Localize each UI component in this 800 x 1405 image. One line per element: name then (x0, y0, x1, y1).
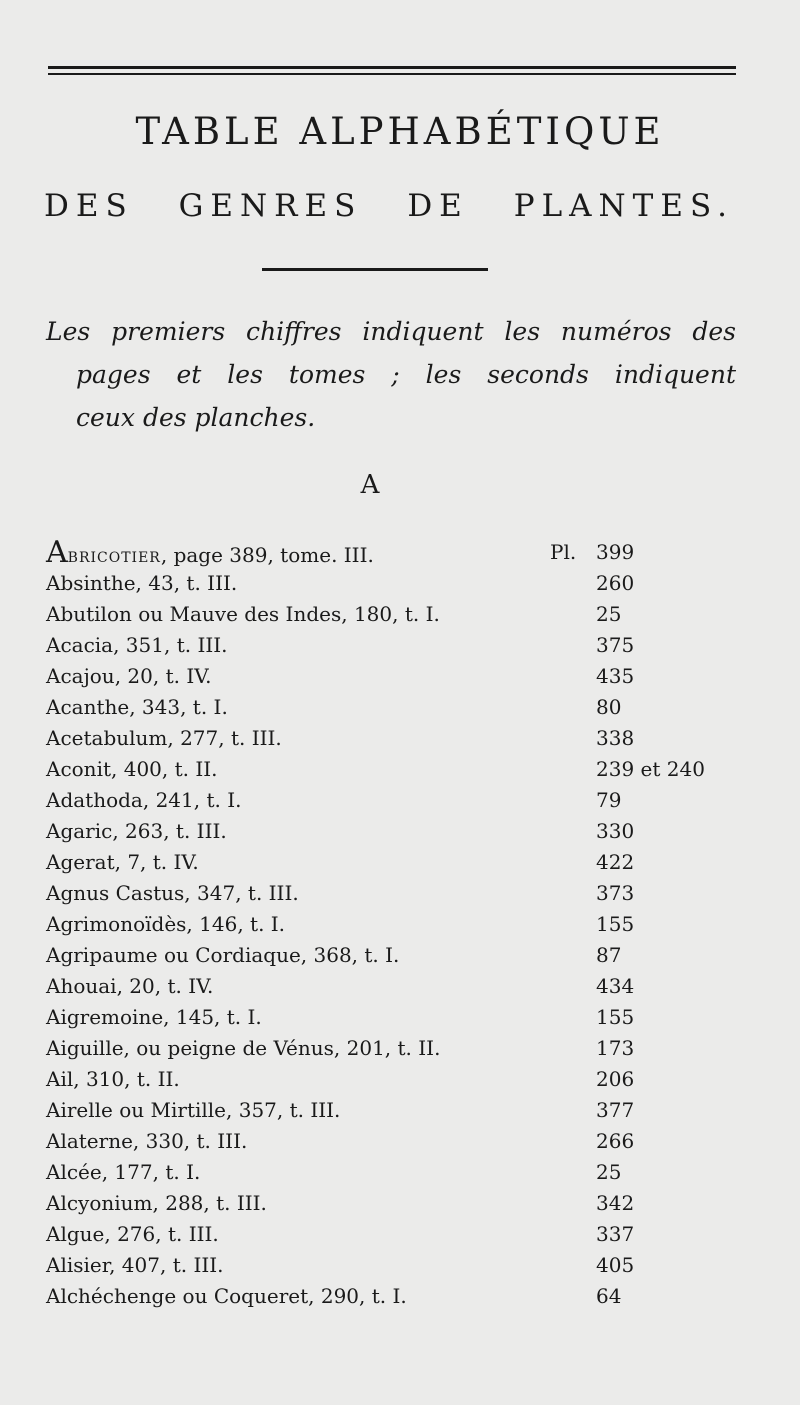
index-entry (46, 568, 746, 599)
entry-text: Alcée, 177, t. I. (46, 1160, 201, 1184)
plate-number: 342 (596, 1191, 635, 1215)
plate-number: 337 (596, 1222, 635, 1246)
plate-number: 435 (596, 664, 635, 688)
plate-number: 79 (596, 788, 622, 812)
index-entry (46, 723, 746, 754)
plate-number: 64 (596, 1284, 622, 1308)
drop-initial: A (46, 535, 68, 570)
plate-number: 87 (596, 943, 622, 967)
plate-number: 239 et 240 (596, 757, 705, 781)
index-entry (46, 816, 746, 847)
entry-text: Acanthe, 343, t. I. (46, 695, 228, 719)
index-entry (46, 537, 746, 568)
entry-text: Aiguille, ou peigne de Vénus, 201, t. II. (46, 1036, 441, 1060)
plate-number: 25 (596, 602, 622, 626)
plate-number: 206 (596, 1067, 635, 1091)
entry-text: Aconit, 400, t. II. (46, 757, 218, 781)
plate-number: 373 (596, 881, 635, 905)
index-entry (46, 754, 746, 785)
plate-number: 266 (596, 1129, 635, 1153)
index-entry (46, 971, 746, 1002)
plate-number: 25 (596, 1160, 622, 1184)
plate-number: 399 (596, 540, 635, 564)
entry-list (46, 568, 746, 1312)
entry-text: Ail, 310, t. II. (46, 1067, 180, 1091)
plate-number: 155 (596, 1005, 635, 1029)
entry-text: Acacia, 351, t. III. (46, 633, 228, 657)
plate-label: Pl. (550, 540, 577, 564)
index-entry (46, 1188, 746, 1219)
entry-text: Algue, 276, t. III. (46, 1222, 219, 1246)
index-entry (46, 878, 746, 909)
section-rule (262, 268, 488, 271)
plate-number: 375 (596, 633, 635, 657)
page-subtitle (44, 188, 734, 224)
plate-number: 330 (596, 819, 635, 843)
index-entry (46, 1033, 746, 1064)
header-double-rule (48, 66, 736, 75)
index-entry (46, 1095, 746, 1126)
plate-number: 173 (596, 1036, 635, 1060)
index-entry (46, 1126, 746, 1157)
intro-line: Les premiers chiffres indiquent les numéros des (46, 317, 736, 346)
smallcaps-word: BRICOTIER (67, 550, 161, 566)
plate-number: 377 (596, 1098, 635, 1122)
section-letter: A (360, 470, 380, 500)
plate-number: 80 (596, 695, 622, 719)
intro-line: pages et les tomes ; les seconds indiquent (76, 360, 736, 389)
plate-number: 405 (596, 1253, 635, 1277)
plate-number: 338 (596, 726, 635, 750)
entry-text: Aigremoine, 145, t. I. (46, 1005, 262, 1029)
entry-text: Agnus Castus, 347, t. III. (46, 881, 299, 905)
index-entry (46, 692, 746, 723)
entry-text: Alisier, 407, t. III. (46, 1253, 224, 1277)
index-entry (46, 1281, 746, 1312)
entry-text: Ahouai, 20, t. IV. (46, 974, 214, 998)
subtitle-word: DES (44, 188, 134, 224)
page-title: TABLE ALPHABÉTIQUE (135, 110, 665, 153)
index-entry (46, 1219, 746, 1250)
index-entry (46, 661, 746, 692)
entry-text: Acajou, 20, t. IV. (46, 664, 212, 688)
entry-text: Agaric, 263, t. III. (46, 819, 227, 843)
index-entry (46, 1002, 746, 1033)
plate-number: 434 (596, 974, 635, 998)
index-entry (46, 599, 746, 630)
subtitle-word: PLANTES. (513, 188, 734, 224)
index-entry (46, 1157, 746, 1188)
entry-text: Alaterne, 330, t. III. (46, 1129, 248, 1153)
index-entry (46, 1064, 746, 1095)
entry-text: Agerat, 7, t. IV. (46, 850, 199, 874)
entry-text: Airelle ou Mirtille, 357, t. III. (46, 1098, 341, 1122)
intro-note (46, 310, 736, 439)
plate-number: 422 (596, 850, 635, 874)
entry-text: Acetabulum, 277, t. III. (46, 726, 282, 750)
entry-text: Adathoda, 241, t. I. (46, 788, 242, 812)
index-entry (46, 630, 746, 661)
index-entries (46, 537, 746, 1312)
entry-text: Abutilon ou Mauve des Indes, 180, t. I. (46, 602, 440, 626)
subtitle-word: GENRES (178, 188, 363, 224)
entry-text: Agrimonoïdès, 146, t. I. (46, 912, 286, 936)
entry-text: Alcyonium, 288, t. III. (46, 1191, 267, 1215)
index-entry (46, 940, 746, 971)
entry-text: Alchéchenge ou Coqueret, 290, t. I. (46, 1284, 407, 1308)
entry-text: Agripaume ou Cordiaque, 368, t. I. (46, 943, 400, 967)
plate-number: 260 (596, 571, 635, 595)
index-entry (46, 785, 746, 816)
intro-line: ceux des planches. (76, 403, 316, 432)
index-entry (46, 909, 746, 940)
entry-text: Absinthe, 43, t. III. (46, 571, 238, 595)
entry-rest: , page 389, tome. III. (160, 543, 374, 567)
plate-number: 155 (596, 912, 635, 936)
index-entry (46, 847, 746, 878)
index-entry (46, 1250, 746, 1281)
subtitle-word: DE (407, 188, 469, 224)
